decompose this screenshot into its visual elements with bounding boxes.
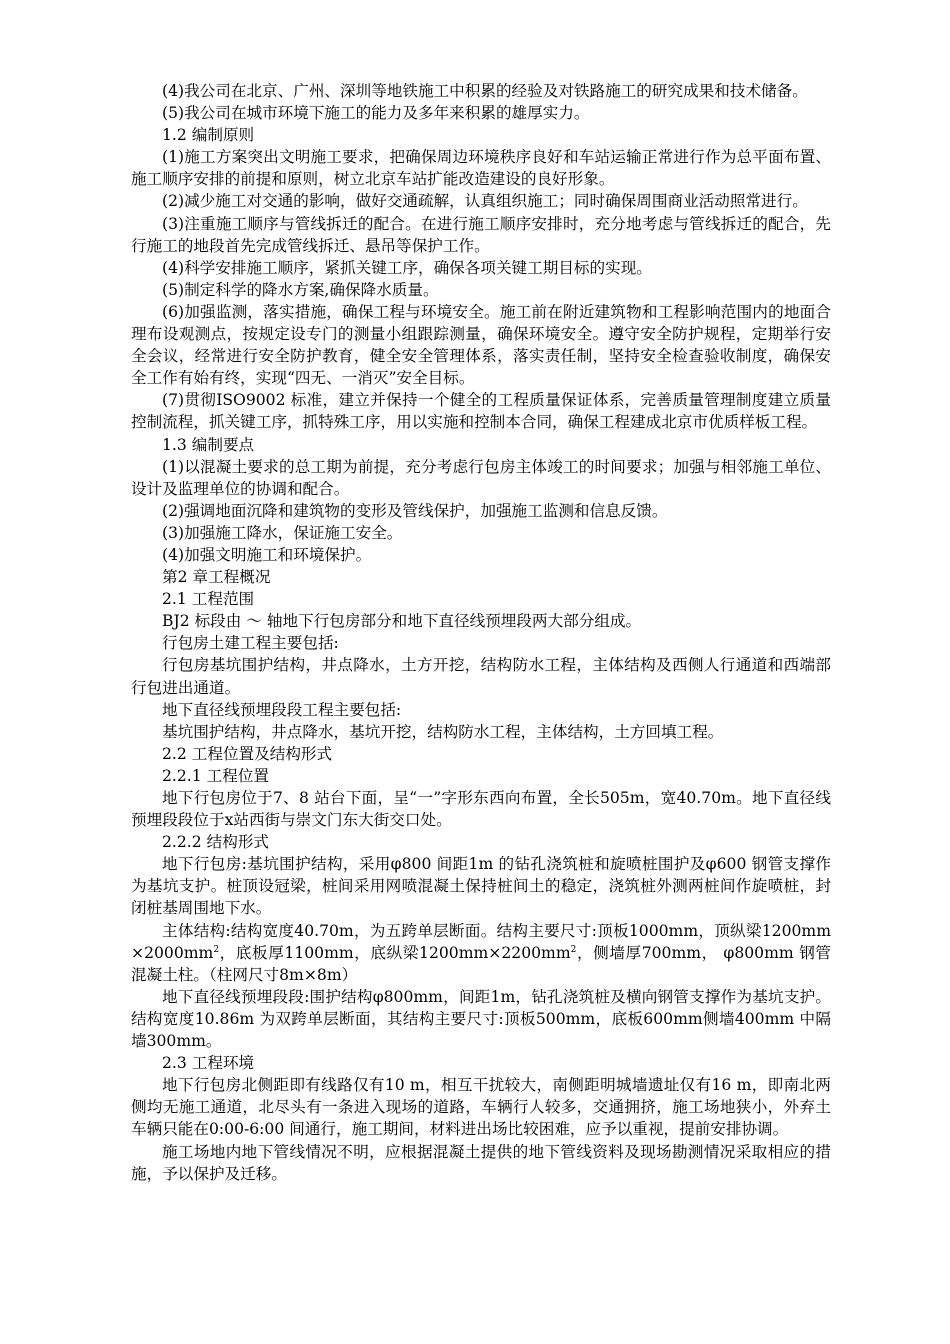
paragraph: 行包房土建工程主要包括: [162,634,339,653]
paragraph: 地下行包房北侧距即有线路仅有10 m，相互干扰较大，南侧距明城墙遗址仅有16 m，即南北两侧均无施工通道，北尽头有一条进入现场的道路，车辆行人较多，交通拥挤，施工场地狭小，外弃土车辆只能在0:00-6:00 间通行，施工期间，材料进出场比较困难，应予以重视，提前安排协调。 [131,1076,831,1139]
section-heading: 2.1 工程范围 [162,590,255,609]
paragraph: (2)减少施工对交通的影响，做好交通疏解，认真组织施工；同时确保周围商业活动照常进行。 [162,192,808,211]
paragraph: (5)制定科学的降水方案,确保降水质量。 [162,280,439,299]
text-run: 主体结构:结构宽度40.70m，为五跨单层断面。结构主要尺寸:顶板1000mm，顶纵梁1200mm×2000mm [131,921,831,962]
paragraph: (3)加强施工降水，保证施工安全。 [162,523,403,542]
paragraph: (3)注重施工顺序与管线拆迁的配合。在进行施工顺序安排时，充分地考虑与管线拆迁的配合，先行施工的地段首先完成管线拆迁、悬吊等保护工作。 [131,214,831,255]
paragraph: (7)贯彻ISO9002 标准，建立并保持一个健全的工程质量保证体系，完善质量管理制度建立质量控制流程，抓关键工序，抓特殊工序，用以实施和控制本合同，确保工程建成北京市优质样板工程。 [131,391,831,432]
paragraph: (4)我公司在北京、广州、深圳等地铁施工中积累的经验及对铁路施工的研究成果和技术储备。 [162,82,808,100]
paragraph: (4)加强文明施工和环境保护。 [162,545,372,564]
section-heading: 2.3 工程环境 [162,1054,255,1073]
section-heading: 1.3 编制要点 [162,435,255,454]
text-run: ，侧墙厚700mm， φ800mm 钢管混凝土柱。（柱网尺寸8m×8m） [131,943,831,984]
chapter-heading: 第2 章工程概况 [162,568,271,587]
paragraph: 地下行包房:基坑围护结构，采用φ800 间距1m 的钻孔浇筑桩和旋喷桩围护及φ600 钢管支撑作为基坑支护。桩顶设冠梁，桩间采用网喷混凝土保持桩间土的稳定，浇筑桩外测两桩间作旋喷桩，封闭桩基周围地下水。 [131,855,831,918]
section-heading: 2.2 工程位置及结构形式 [162,744,333,763]
subsection-heading: 2.2.1 工程位置 [162,766,270,785]
subsection-heading: 2.2.2 结构形式 [162,833,270,852]
section-heading: 1.2 编制原则 [162,126,255,145]
superscript: 2 [213,944,220,955]
paragraph: 地下直径线预埋段段工程主要包括: [162,700,402,719]
paragraph: (1)以混凝土要求的总工期为前提，充分考虑行包房主体竣工的时间要求；加强与相邻施工单位、设计及监理单位的协调和配合。 [131,457,831,498]
paragraph: 行包房基坑围护结构，井点降水，土方开挖，结构防水工程，主体结构及西侧人行通道和西端部行包进出通道。 [131,656,831,697]
paragraph: (1)施工方案突出文明施工要求，把确保周边环境秩序良好和车站运输正常进行作为总平面布置、施工顺序安排的前提和原则，树立北京车站扩能改造建设的良好形象。 [131,148,831,189]
document-page [131,80,831,1185]
paragraph: 地下直径线预埋段段:围护结构φ800mm，间距1m，钻孔浇筑桩及横向钢管支撑作为基坑支护。结构宽度10.86m 为双跨单层断面，其结构主要尺寸:顶板500mm，底板600mm侧墙400mm 中隔墙300mm。 [131,987,831,1051]
paragraph: (6)加强监测，落实措施，确保工程与环境安全。施工前在附近建筑物和工程影响范围内的地面合理布设观测点，按规定设专门的测量小组跟踪测量，确保环境安全。遵守安全防护规程，定期举行安全会议，经常进行安全防护教育，健全安全管理体系，落实责任制，坚持安全检查验收制度，确保安全工作有始有终，实现“四无、一消灭”安全目标。 [131,302,831,388]
main-structure-paragraph [131,920,831,986]
text-run: ，底板厚1100mm，底纵梁1200mm×2200mm [219,943,571,962]
paragraph: (2)强调地面沉降和建筑物的变形及管线保护，加强施工监测和信息反馈。 [162,501,668,520]
paragraph: 地下行包房位于7、8 站台下面，呈“一”字形东西向布置，全长505m，宽40.70m。地下直径线预埋段段位于x站西街与崇文门东大街交口处。 [131,789,831,830]
paragraph: 基坑围护结构，井点降水，基坑开挖，结构防水工程，主体结构，土方回填工程。 [162,722,724,741]
paragraph: 施工场地内地下管线情况不明，应根据混凝土提供的地下管线资料及现场勘测情况采取相应的措施，予以保护及迁移。 [131,1142,831,1183]
paragraph: BJ2 标段由 ～ 轴地下行包房部分和地下直径线预埋段两大部分组成。 [162,612,642,631]
superscript: 2 [570,944,577,955]
paragraph: (5)我公司在城市环境下施工的能力及多年来积累的雄厚实力。 [162,104,590,123]
paragraph: (4)科学安排施工顺序，紧抓关键工序，确保各项关键工期目标的实现。 [162,258,652,277]
